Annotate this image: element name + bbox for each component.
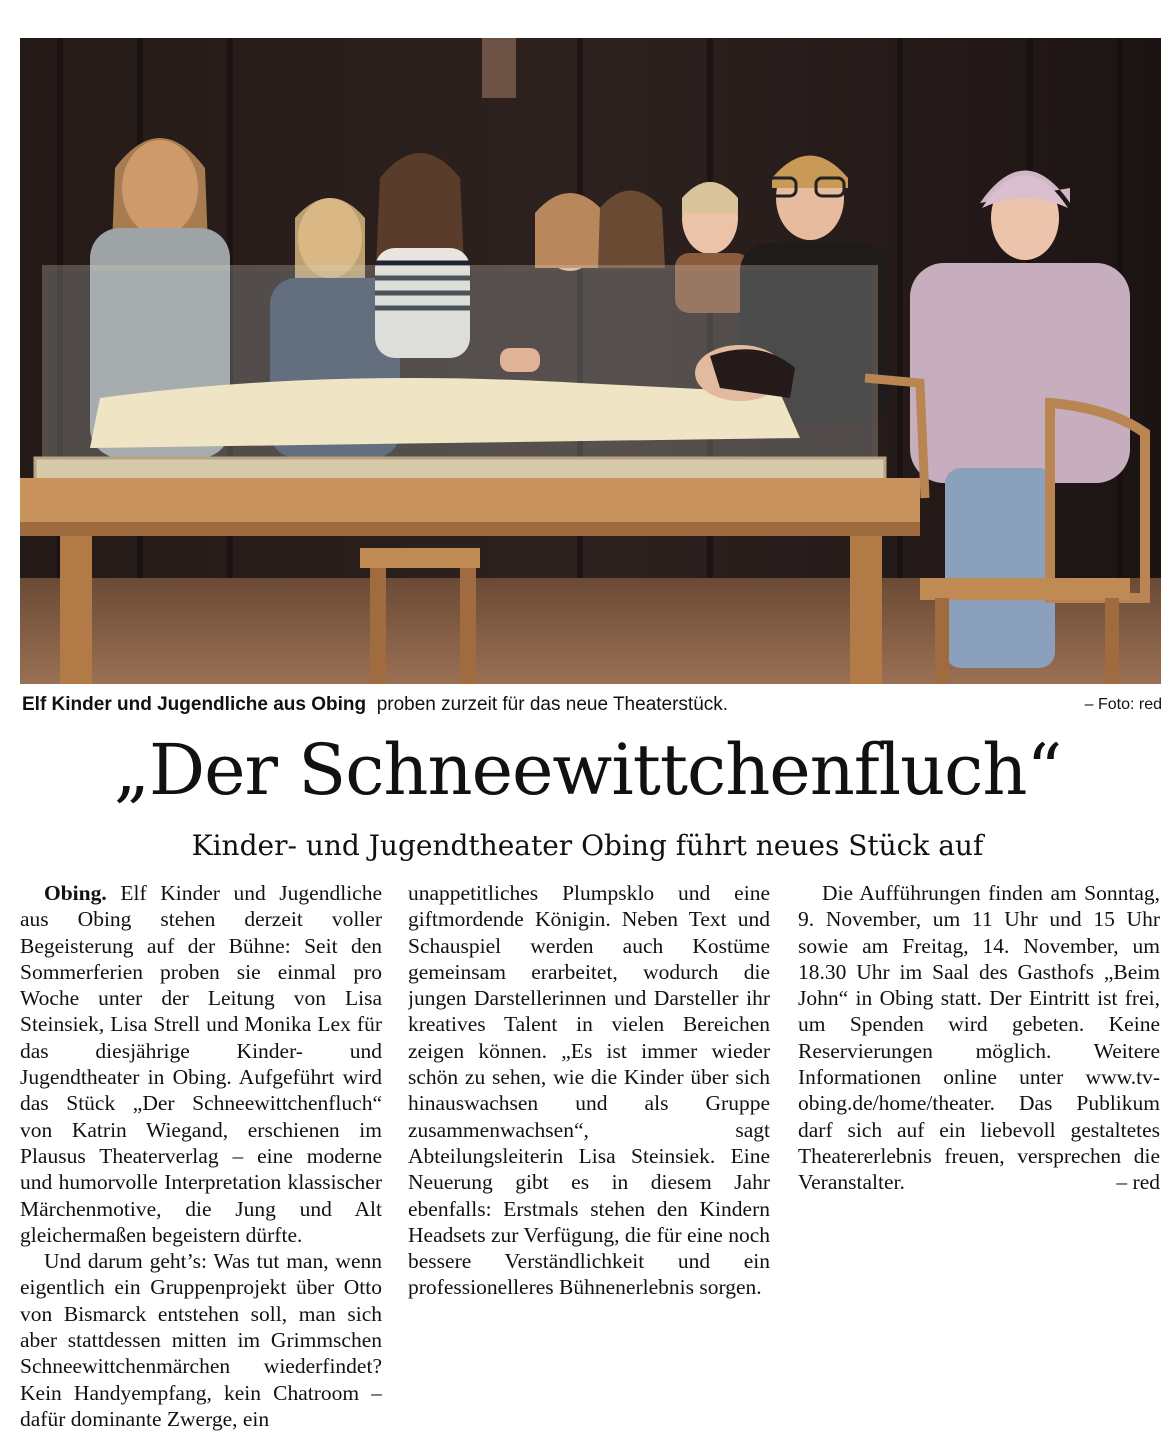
paragraph-plot-text-continued: unappetitliches Plumpsklo und eine giftmordende Königin. Neben Text und Schauspiel werden auch Kostüme gemeinsam erarbeitet, wodurch die jungen Darstellerinnen und Darsteller ihr kreatives Talent in vielen Bereichen zeigen können. „Es ist immer wieder schön zu sehen, wie die Kinder über sich hinauswachsen und als Gruppe zusammenwachsen“, sagt Abteilungsleiterin Lisa Steinsiek. Eine Neuerung gibt es in diesem Jahr ebenfalls: Erstmals stehen den Kindern Headsets zur Verfügung, die für eine noch bessere Verständlichkeit und ein professionelleres Bühnenerlebnis sorgen. <box>408 881 770 1300</box>
caption-text: proben zurzeit für das neue Theaterstück. <box>376 694 729 715</box>
paragraph-plot <box>20 1248 382 1432</box>
article-photo <box>20 38 1161 684</box>
paragraph-performances <box>798 880 1160 1196</box>
sign-off: – red <box>1116 1170 1160 1195</box>
photo-illustration <box>20 38 1161 684</box>
paragraph-intro <box>20 880 382 1248</box>
paragraph-intro-text: Elf Kinder und Jugendliche aus Obing stehen derzeit voller Begeisterung auf der Bühne: Seit den Sommerferien proben sie einmal pro Woche unter der Leitung von Lisa Steinsiek, Lisa Strell und Monika Lex für das diesjährige Kinder- und Jugendtheater in Obing. Aufgeführt wird das Stück „Der Schneewittchenfluch“ von Katrin Wiegand, erschienen im Plausus Theaterverlag – eine moderne und humorvolle Interpretation klassischer Märchenmotive, die Jung und Alt gleichermaßen begeistern dürfte. <box>20 881 382 1247</box>
caption-lead: Elf Kinder und Jugendliche aus Obing <box>22 694 367 715</box>
article-subheadline: Kinder- und Jugendtheater Obing führt neues Stück auf <box>191 829 984 862</box>
article-column-1 <box>20 880 382 1440</box>
photo-caption <box>22 692 1162 718</box>
article-column-3 <box>798 880 1160 1440</box>
paragraph-plot-text: Und darum geht’s: Was tut man, wenn eigentlich ein Gruppenprojekt über Otto von Bismarck entstehen soll, man sich aber stattdessen mitten im Grimmschen Schneewittchenmärchen wiederfindet? Kein Handyempfang, kein Chatroom – dafür dominante Zwerge, ein <box>20 1249 382 1431</box>
dateline: Obing. <box>44 881 107 905</box>
paragraph-plot-continued <box>408 880 770 1301</box>
glass-coffin <box>35 268 885 480</box>
photo-credit: – Foto: red <box>1084 696 1162 713</box>
article-column-2 <box>408 880 770 1440</box>
article-headline: „Der Schneewittchenfluch“ <box>113 729 1062 811</box>
paragraph-performances-text: Die Aufführungen finden am Sonntag, 9. November, um 11 Uhr und 15 Uhr sowie am Freitag, 14. November, um 18.30 Uhr im Saal des Gasthofs „Beim John“ in Obing statt. Der Eintritt ist frei, um Spenden wird gebeten. Keine Reservierungen möglich. Weitere Informationen online unter www.tv-obing.de/home/theater. Das Publikum darf sich auf ein liebevoll gestaltetes Theatererlebnis freuen, versprechen die Veranstalter. <box>798 881 1160 1195</box>
